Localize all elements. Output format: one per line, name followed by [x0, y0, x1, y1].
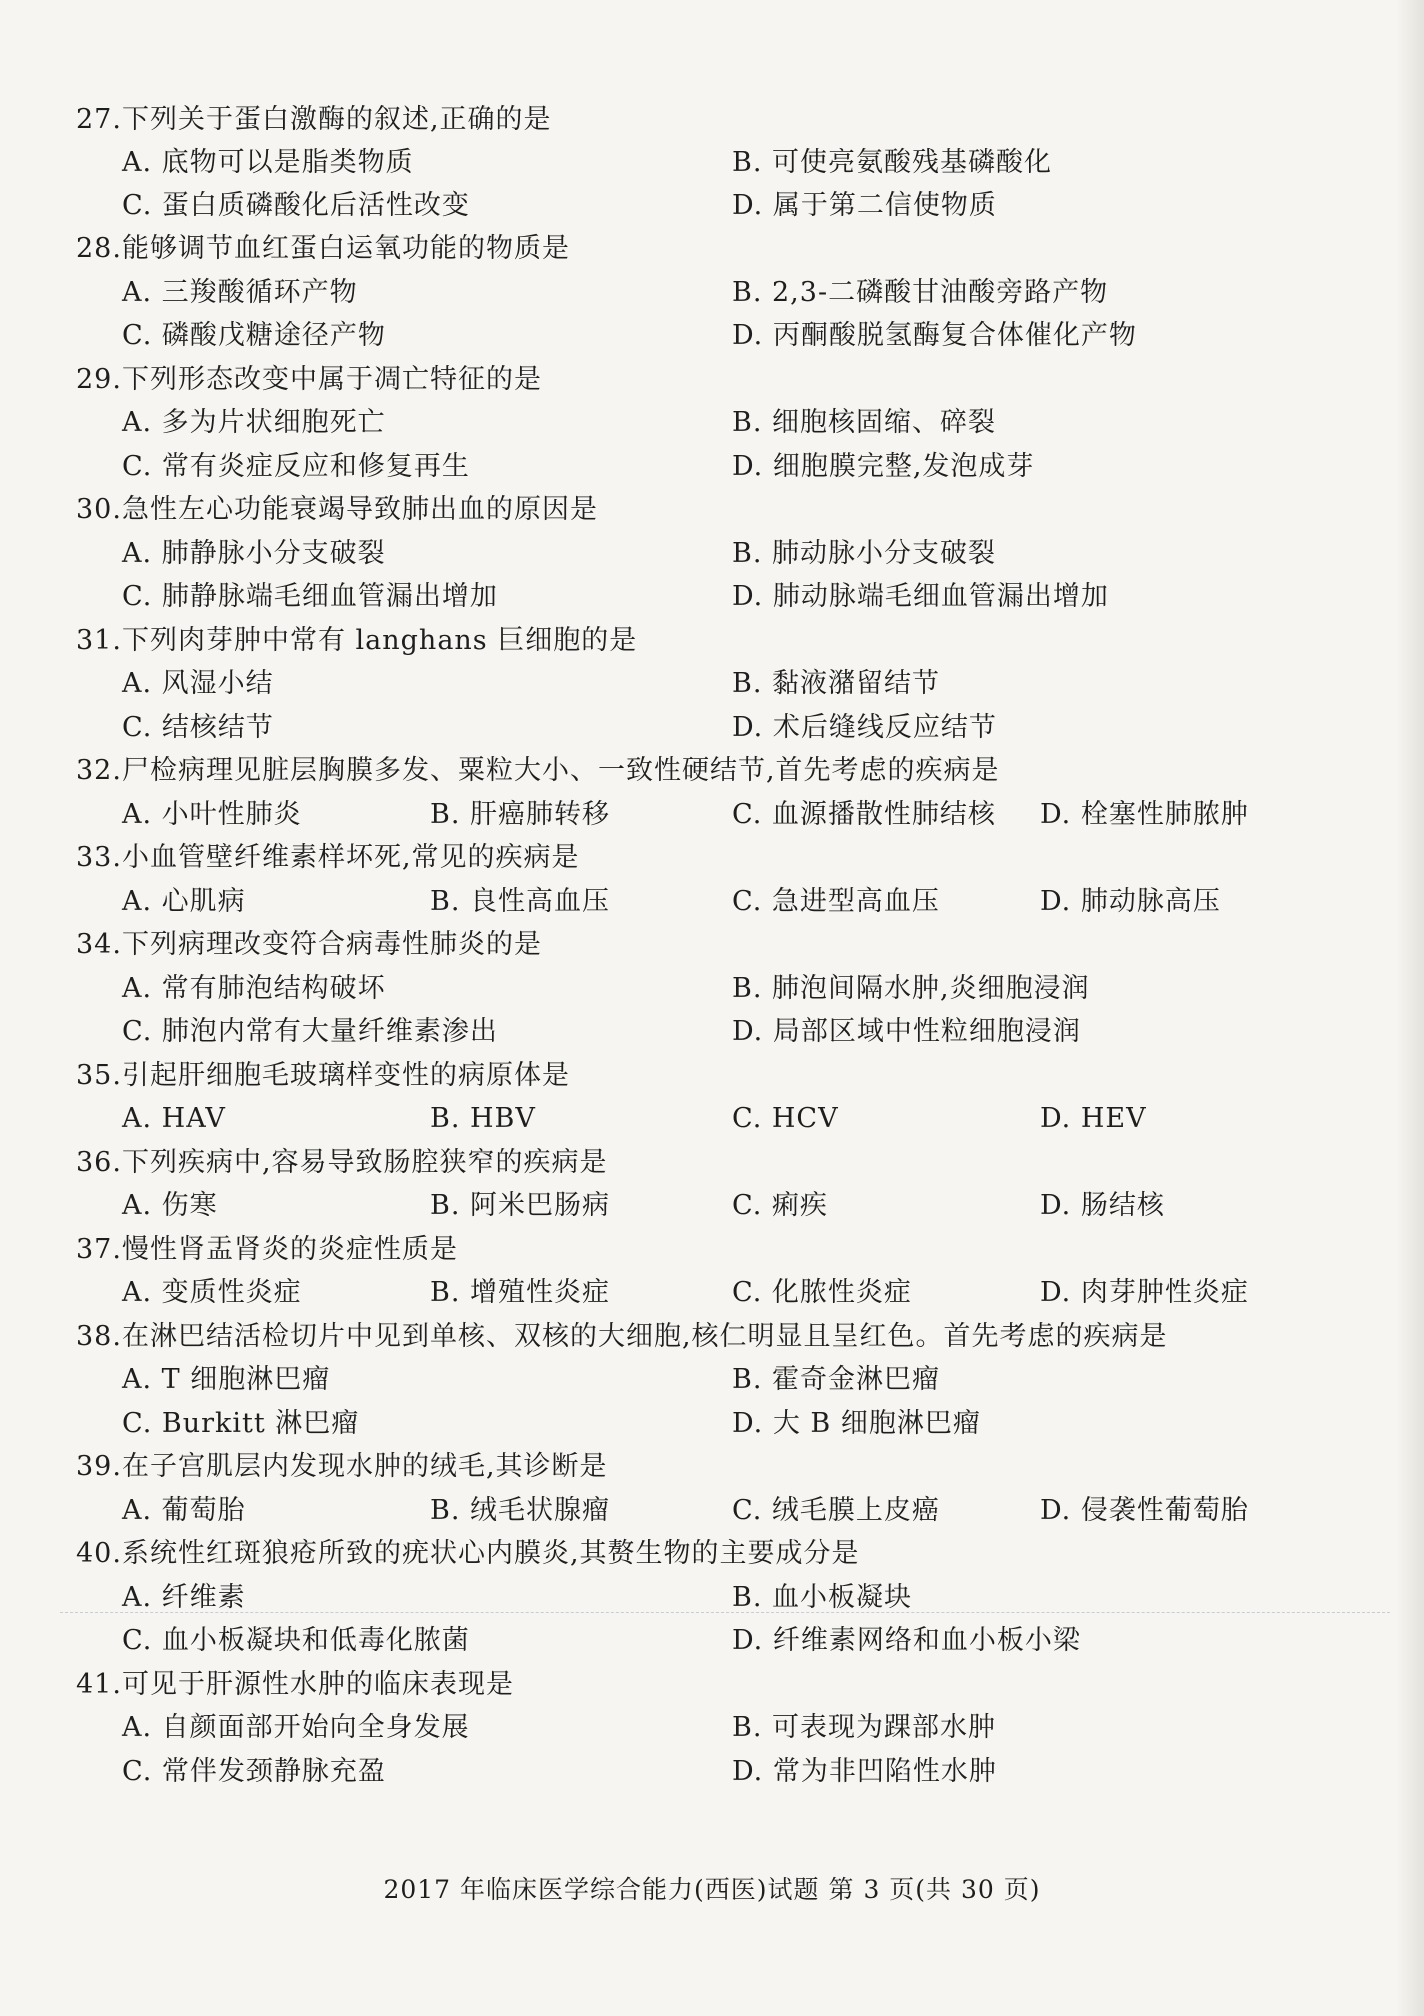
question-28-stem: 28.能够调节血红蛋白运氧功能的物质是: [76, 233, 570, 264]
question-28-option-a: A. 三羧酸循环产物: [122, 277, 358, 308]
question-37-option-d: D. 肉芽肿性炎症: [1040, 1277, 1249, 1308]
question-35-stem: 35.引起肝细胞毛玻璃样变性的病原体是: [76, 1060, 570, 1091]
question-40-option-b: B. 血小板凝块: [732, 1582, 913, 1613]
question-31-option-b: B. 黏液潴留结节: [732, 668, 941, 699]
question-32-stem: 32.尸检病理见脏层胸膜多发、粟粒大小、一致性硬结节,首先考虑的疾病是: [76, 755, 1000, 786]
question-32-option-b: B. 肝癌肺转移: [430, 799, 611, 830]
question-28-option-c: C. 磷酸戊糖途径产物: [122, 320, 386, 351]
question-30-option-b: B. 肺动脉小分支破裂: [732, 538, 997, 569]
question-36-stem: 36.下列疾病中,容易导致肠腔狭窄的疾病是: [76, 1147, 608, 1178]
question-38-stem: 38.在淋巴结活检切片中见到单核、双核的大细胞,核仁明显且呈红色。首先考虑的疾病是: [76, 1321, 1168, 1352]
question-40-option-c: C. 血小板凝块和低毒化脓菌: [122, 1625, 470, 1656]
question-32-option-c: C. 血源播散性肺结核: [732, 799, 996, 830]
question-30-stem: 30.急性左心功能衰竭导致肺出血的原因是: [76, 494, 598, 525]
question-38-option-b: B. 霍奇金淋巴瘤: [732, 1364, 941, 1395]
question-33-option-a: A. 心肌病: [122, 886, 246, 917]
question-39-option-a: A. 葡萄胎: [122, 1495, 246, 1526]
question-36-option-c: C. 痢疾: [732, 1190, 828, 1221]
question-40-stem: 40.系统性红斑狼疮所致的疣状心内膜炎,其赘生物的主要成分是: [76, 1538, 860, 1569]
question-30-option-a: A. 肺静脉小分支破裂: [122, 538, 386, 569]
question-29-stem: 29.下列形态改变中属于凋亡特征的是: [76, 364, 542, 395]
question-37-option-c: C. 化脓性炎症: [732, 1277, 912, 1308]
question-27-option-b: B. 可使亮氨酸残基磷酸化: [732, 147, 1053, 178]
question-37-stem: 37.慢性肾盂肾炎的炎症性质是: [76, 1234, 458, 1265]
question-39-option-b: B. 绒毛状腺瘤: [430, 1495, 611, 1526]
question-31-option-a: A. 风湿小结: [122, 668, 274, 699]
question-34-option-d: D. 局部区域中性粒细胞浸润: [732, 1016, 1081, 1047]
question-41-option-c: C. 常伴发颈静脉充盈: [122, 1756, 386, 1787]
question-39-option-c: C. 绒毛膜上皮癌: [732, 1495, 940, 1526]
question-31-option-c: C. 结核结节: [122, 712, 274, 743]
question-36-option-d: D. 肠结核: [1040, 1190, 1165, 1221]
question-37-option-a: A. 变质性炎症: [122, 1277, 302, 1308]
question-33-stem: 33.小血管壁纤维素样坏死,常见的疾病是: [76, 842, 580, 873]
question-36-option-b: B. 阿米巴肠病: [430, 1190, 611, 1221]
question-32-option-d: D. 栓塞性肺脓肿: [1040, 799, 1249, 830]
scan-fold-line: [60, 1612, 1390, 1613]
question-29-option-a: A. 多为片状细胞死亡: [122, 407, 386, 438]
question-33-option-c: C. 急进型高血压: [732, 886, 940, 917]
question-40-option-a: A. 纤维素: [122, 1582, 246, 1613]
question-27-stem: 27.下列关于蛋白激酶的叙述,正确的是: [76, 104, 552, 135]
question-27-option-d: D. 属于第二信使物质: [732, 190, 997, 221]
question-30-option-c: C. 肺静脉端毛细血管漏出增加: [122, 581, 498, 612]
question-30-option-d: D. 肺动脉端毛细血管漏出增加: [732, 581, 1109, 612]
question-27-option-c: C. 蛋白质磷酸化后活性改变: [122, 190, 470, 221]
question-35-option-a: A. HAV: [122, 1103, 226, 1134]
question-32-option-a: A. 小叶性肺炎: [122, 799, 302, 830]
question-27-option-a: A. 底物可以是脂类物质: [122, 147, 414, 178]
question-28-option-d: D. 丙酮酸脱氢酶复合体催化产物: [732, 320, 1137, 351]
question-41-option-a: A. 自颜面部开始向全身发展: [122, 1712, 470, 1743]
question-34-option-b: B. 肺泡间隔水肿,炎细胞浸润: [732, 973, 1090, 1004]
question-38-option-d: D. 大 B 细胞淋巴瘤: [732, 1408, 981, 1439]
question-29-option-d: D. 细胞膜完整,发泡成芽: [732, 451, 1035, 482]
question-33-option-d: D. 肺动脉高压: [1040, 886, 1221, 917]
question-33-option-b: B. 良性高血压: [430, 886, 611, 917]
question-29-option-c: C. 常有炎症反应和修复再生: [122, 451, 470, 482]
question-40-option-d: D. 纤维素网络和血小板小梁: [732, 1625, 1081, 1656]
question-31-stem: 31.下列肉芽肿中常有 langhans 巨细胞的是: [76, 625, 638, 656]
question-29-option-b: B. 细胞核固缩、碎裂: [732, 407, 997, 438]
question-35-option-d: D. HEV: [1040, 1103, 1147, 1134]
question-35-option-c: C. HCV: [732, 1103, 839, 1134]
scan-page-edge: [1396, 0, 1424, 2016]
question-39-stem: 39.在子宫肌层内发现水肿的绒毛,其诊断是: [76, 1451, 608, 1482]
question-36-option-a: A. 伤寒: [122, 1190, 218, 1221]
question-41-stem: 41.可见于肝源性水肿的临床表现是: [76, 1669, 514, 1700]
question-41-option-b: B. 可表现为踝部水肿: [732, 1712, 997, 1743]
question-34-stem: 34.下列病理改变符合病毒性肺炎的是: [76, 929, 542, 960]
question-37-option-b: B. 增殖性炎症: [430, 1277, 611, 1308]
page-footer: 2017 年临床医学综合能力(西医)试题 第 3 页(共 30 页): [383, 1875, 1041, 1904]
question-31-option-d: D. 术后缝线反应结节: [732, 712, 997, 743]
question-38-option-c: C. Burkitt 淋巴瘤: [122, 1408, 360, 1439]
question-34-option-a: A. 常有肺泡结构破坏: [122, 973, 386, 1004]
question-28-option-b: B. 2,3-二磷酸甘油酸旁路产物: [732, 277, 1109, 308]
question-35-option-b: B. HBV: [430, 1103, 536, 1134]
question-39-option-d: D. 侵袭性葡萄胎: [1040, 1495, 1249, 1526]
question-41-option-d: D. 常为非凹陷性水肿: [732, 1756, 997, 1787]
question-38-option-a: A. T 细胞淋巴瘤: [122, 1364, 331, 1395]
question-34-option-c: C. 肺泡内常有大量纤维素渗出: [122, 1016, 498, 1047]
